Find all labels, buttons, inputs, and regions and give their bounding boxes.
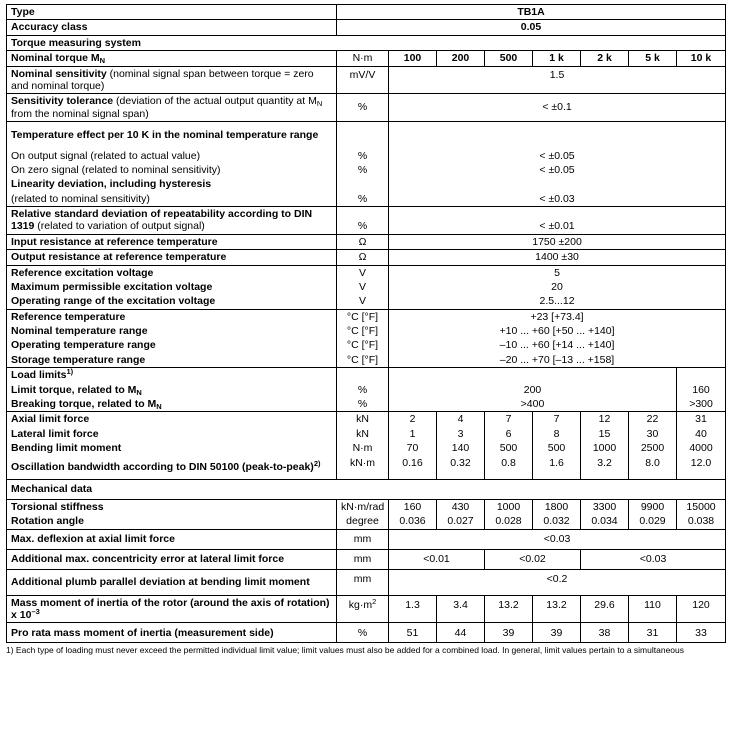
table-row-ref-excitation [7, 265, 726, 280]
mass-moment-value-0: 1.3 [389, 595, 437, 623]
torsional-stiffness-value-1: 430 [437, 499, 485, 514]
table-row-on-output-signal [7, 149, 726, 163]
limit-torque-value: 200 [389, 383, 677, 397]
table-row-concentricity [7, 549, 726, 569]
table-row-storage-temp-range [7, 353, 726, 368]
repeatability-value: < ±0.01 [389, 207, 726, 235]
type-label: Type [7, 5, 337, 20]
oscillation-bandwidth-value-6: 12.0 [677, 455, 726, 479]
bending-limit-moment-value-4: 1000 [581, 441, 629, 455]
sensitivity-tolerance-unit: % [337, 94, 389, 122]
input-resistance-label: Input resistance at reference temperature [7, 234, 337, 249]
torsional-stiffness-value-2: 1000 [485, 499, 533, 514]
lateral-limit-force-value-2: 6 [485, 427, 533, 441]
concentricity-value-2: <0.03 [581, 549, 726, 569]
table-row-repeatability [7, 207, 726, 235]
pro-rata-value-6: 33 [677, 623, 726, 643]
oscillation-bandwidth-value-3: 1.6 [533, 455, 581, 479]
operating-temp-range-value: –10 ... +60 [+14 ... +140] [389, 338, 726, 352]
on-zero-signal-unit: % [337, 163, 389, 177]
breaking-torque-label [7, 397, 337, 412]
breaking-torque-label-sub: N [156, 401, 162, 411]
pro-rata-value-3: 39 [533, 623, 581, 643]
sensitivity-tolerance-value: < ±0.1 [389, 94, 726, 122]
axial-limit-force-value-2: 7 [485, 412, 533, 427]
lateral-limit-force-value-1: 3 [437, 427, 485, 441]
linearity-related-value: < ±0.03 [389, 192, 726, 207]
rotation-angle-value-4: 0.034 [581, 514, 629, 529]
ref-excitation-label: Reference excitation voltage [7, 265, 337, 280]
max-excitation-label: Maximum permissible excitation voltage [7, 280, 337, 294]
nominal-torque-value-4: 2 k [581, 51, 629, 66]
max-deflexion-label: Max. deflexion at axial limit force [7, 529, 337, 549]
limit-torque-label-sub: N [136, 387, 142, 397]
mass-moment-unit [337, 595, 389, 623]
table-row-nominal-sensitivity [7, 66, 726, 94]
bending-limit-moment-label: Bending limit moment [7, 441, 337, 455]
table-row-operating-temp-range [7, 338, 726, 352]
repeatability-unit: % [337, 207, 389, 235]
sensitivity-tolerance-label: Sensitivity tolerance (deviation of the actual output quantity at $M_N$ from the nominal signal span) [7, 94, 337, 122]
table-section-mechanical [7, 479, 726, 499]
table-row-max-deflexion [7, 529, 726, 549]
axial-limit-force-value-5: 22 [629, 412, 677, 427]
torsional-stiffness-unit: kN·m/rad [337, 499, 389, 514]
nominal-torque-value-0: 100 [389, 51, 437, 66]
ref-temperature-unit: °C [°F] [337, 309, 389, 324]
torsional-stiffness-value-4: 3300 [581, 499, 629, 514]
rotation-angle-label: Rotation angle [7, 514, 337, 529]
operating-temp-range-label: Operating temperature range [7, 338, 337, 352]
output-resistance-label: Output resistance at reference temperature [7, 250, 337, 265]
oscillation-bandwidth-value-1: 0.32 [437, 455, 485, 479]
pro-rata-value-0: 51 [389, 623, 437, 643]
axial-limit-force-value-6: 31 [677, 412, 726, 427]
torsional-stiffness-value-0: 160 [389, 499, 437, 514]
accuracy-value: 0.05 [337, 20, 726, 35]
nominal-torque-value-5: 5 k [629, 51, 677, 66]
table-row-plumb-parallel [7, 569, 726, 595]
oscillation-bandwidth-label-text: Oscillation bandwidth according to DIN 50100 (peak-to-peak) [11, 460, 314, 473]
nominal-torque-value-1: 200 [437, 51, 485, 66]
plumb-parallel-value: <0.2 [389, 569, 726, 595]
concentricity-unit: mm [337, 549, 389, 569]
load-limits-label-sup: 1) [66, 367, 74, 377]
nominal-sensitivity-value: 1.5 [389, 66, 726, 94]
pro-rata-value-2: 39 [485, 623, 533, 643]
on-zero-signal-value: < ±0.05 [389, 163, 726, 177]
storage-temp-range-label: Storage temperature range [7, 353, 337, 368]
input-resistance-value: 1750 ±200 [389, 234, 726, 249]
nominal-torque-label [7, 51, 337, 66]
storage-temp-range-unit: °C [°F] [337, 353, 389, 368]
table-row-ref-temperature [7, 309, 726, 324]
mass-moment-value-5: 110 [629, 595, 677, 623]
table-row-oscillation-bandwidth [7, 455, 726, 479]
bending-limit-moment-value-1: 140 [437, 441, 485, 455]
limit-torque-unit: % [337, 383, 389, 397]
nominal-torque-unit: N·m [337, 51, 389, 66]
nominal-torque-value-2: 500 [485, 51, 533, 66]
max-deflexion-unit: mm [337, 529, 389, 549]
linearity-related-label: (related to nominal sensitivity) [7, 192, 337, 207]
output-resistance-unit: Ω [337, 250, 389, 265]
concentricity-label: Additional max. concentricity error at lateral limit force [7, 549, 337, 569]
repeatability-label: Relative standard deviation of repeatability according to DIN 1319 (related to variation of output signal) [7, 207, 337, 235]
axial-limit-force-value-1: 4 [437, 412, 485, 427]
breaking-torque-label-text: Breaking torque, related to M [11, 397, 157, 410]
lateral-limit-force-unit: kN [337, 427, 389, 441]
pro-rata-value-4: 38 [581, 623, 629, 643]
table-row-sensitivity-tolerance [7, 94, 726, 122]
operating-range-unit: V [337, 294, 389, 309]
axial-limit-force-label: Axial limit force [7, 412, 337, 427]
storage-temp-range-value: –20 ... +70 [–13 ... +158] [389, 353, 726, 368]
output-resistance-value: 1400 ±30 [389, 250, 726, 265]
nominal-torque-value-3: 1 k [533, 51, 581, 66]
footnote: 1) Each type of loading must never exceed the permitted individual limit value; limit values must also be added for a combined load. In general, limit values pertain to a simultaneous [6, 645, 685, 656]
mass-moment-label [7, 595, 337, 623]
nominal-sensitivity-unit: mV/V [337, 66, 389, 94]
table-row-output-resistance [7, 250, 726, 265]
rotation-angle-value-2: 0.028 [485, 514, 533, 529]
type-value: TB1A [337, 5, 726, 20]
bending-limit-moment-value-2: 500 [485, 441, 533, 455]
mass-moment-value-4: 29.6 [581, 595, 629, 623]
operating-temp-range-unit: °C [°F] [337, 338, 389, 352]
oscillation-bandwidth-unit: kN·m [337, 455, 389, 479]
oscillation-bandwidth-label-sup: 2) [313, 458, 321, 468]
torsional-stiffness-value-3: 1800 [533, 499, 581, 514]
nominal-temp-range-unit: °C [°F] [337, 324, 389, 338]
table-row-temp-effect [7, 122, 726, 149]
concentricity-value-1: <0.02 [485, 549, 581, 569]
bending-limit-moment-value-5: 2500 [629, 441, 677, 455]
mass-moment-value-2: 13.2 [485, 595, 533, 623]
torsional-stiffness-value-5: 9900 [629, 499, 677, 514]
accuracy-label: Accuracy class [7, 20, 337, 35]
table-row-on-zero-signal [7, 163, 726, 177]
rotation-angle-value-6: 0.038 [677, 514, 726, 529]
oscillation-bandwidth-value-4: 3.2 [581, 455, 629, 479]
torsional-stiffness-label: Torsional stiffness [7, 499, 337, 514]
table-row-axial-limit-force [7, 412, 726, 427]
bending-limit-moment-value-6: 4000 [677, 441, 726, 455]
load-limits-label-text: Load limits [11, 369, 67, 382]
table-row-lateral-limit-force [7, 427, 726, 441]
table-row-linearity-related [7, 192, 726, 207]
table-row-torsional-stiffness [7, 499, 726, 514]
operating-range-label: Operating range of the excitation voltage [7, 294, 337, 309]
ref-excitation-unit: V [337, 265, 389, 280]
bending-limit-moment-value-0: 70 [389, 441, 437, 455]
lateral-limit-force-value-0: 1 [389, 427, 437, 441]
load-limits-blank [389, 368, 677, 383]
table-row-nominal-torque [7, 51, 726, 66]
ref-temperature-value: +23 [+73.4] [389, 309, 726, 324]
nominal-sensitivity-label: Nominal sensitivity (nominal signal span between torque = zero and nominal torque) [7, 66, 337, 94]
bending-limit-moment-value-3: 500 [533, 441, 581, 455]
plumb-parallel-label: Additional plumb parallel deviation at bending limit moment [7, 569, 337, 595]
on-output-signal-value: < ±0.05 [389, 149, 726, 163]
load-limits-label [7, 368, 337, 383]
on-output-signal-unit: % [337, 149, 389, 163]
section-label-torque: Torque measuring system [7, 35, 726, 50]
oscillation-bandwidth-value-5: 8.0 [629, 455, 677, 479]
axial-limit-force-value-3: 7 [533, 412, 581, 427]
linearity-unit [337, 177, 389, 191]
ref-temperature-label: Reference temperature [7, 309, 337, 324]
max-deflexion-value: <0.03 [389, 529, 726, 549]
max-excitation-value: 20 [389, 280, 726, 294]
table-row-linearity [7, 177, 726, 191]
axial-limit-force-unit: kN [337, 412, 389, 427]
pro-rata-label: Pro rata mass moment of inertia (measurement side) [7, 623, 337, 643]
temp-effect-value [389, 122, 726, 149]
breaking-torque-value-last: >300 [677, 397, 726, 412]
axial-limit-force-value-0: 2 [389, 412, 437, 427]
mass-moment-value-3: 13.2 [533, 595, 581, 623]
table-row-type [7, 5, 726, 20]
rotation-angle-value-5: 0.029 [629, 514, 677, 529]
limit-torque-value-last: 160 [677, 383, 726, 397]
oscillation-bandwidth-value-0: 0.16 [389, 455, 437, 479]
rotation-angle-unit: degree [337, 514, 389, 529]
mass-moment-unit-sup: 2 [372, 596, 377, 606]
lateral-limit-force-value-5: 30 [629, 427, 677, 441]
table-row-operating-range [7, 294, 726, 309]
table-row-nominal-temp-range [7, 324, 726, 338]
nominal-temp-range-label: Nominal temperature range [7, 324, 337, 338]
table-row-accuracy [7, 20, 726, 35]
nominal-torque-label-sub: N [99, 56, 106, 66]
nominal-torque-label-text: Nominal torque M [11, 52, 100, 65]
on-output-signal-label: On output signal (related to actual value) [7, 149, 337, 163]
table-row-bending-limit-moment [7, 441, 726, 455]
section-label-mechanical: Mechanical data [7, 479, 726, 499]
oscillation-bandwidth-label [7, 455, 337, 479]
mass-moment-label-text: Mass moment of inertia of the rotor (around the axis of rotation) x 10 [11, 596, 330, 621]
mass-moment-unit-text: kg·m [348, 598, 373, 611]
rotation-angle-value-3: 0.032 [533, 514, 581, 529]
pro-rata-value-5: 31 [629, 623, 677, 643]
rotation-angle-value-1: 0.027 [437, 514, 485, 529]
mass-moment-value-1: 3.4 [437, 595, 485, 623]
temp-effect-unit [337, 122, 389, 149]
max-excitation-unit: V [337, 280, 389, 294]
input-resistance-unit: Ω [337, 234, 389, 249]
nominal-torque-value-6: 10 k [677, 51, 726, 66]
concentricity-value-0: <0.01 [389, 549, 485, 569]
lateral-limit-force-label: Lateral limit force [7, 427, 337, 441]
table-row-rotation-angle [7, 514, 726, 529]
table-section-torque [7, 35, 726, 50]
on-zero-signal-label: On zero signal (related to nominal sensitivity) [7, 163, 337, 177]
lateral-limit-force-value-6: 40 [677, 427, 726, 441]
bending-limit-moment-unit: N·m [337, 441, 389, 455]
torsional-stiffness-value-6: 15000 [677, 499, 726, 514]
table-row-load-limits [7, 368, 726, 383]
linearity-label: Linearity deviation, including hysteresis [7, 177, 337, 191]
operating-range-value: 2.5...12 [389, 294, 726, 309]
lateral-limit-force-value-3: 8 [533, 427, 581, 441]
table-row-mass-moment [7, 595, 726, 623]
mass-moment-value-6: 120 [677, 595, 726, 623]
lateral-limit-force-value-4: 15 [581, 427, 629, 441]
plumb-parallel-unit: mm [337, 569, 389, 595]
pro-rata-unit: % [337, 623, 389, 643]
table-row-limit-torque [7, 383, 726, 397]
rotation-angle-value-0: 0.036 [389, 514, 437, 529]
load-limits-blank-last [677, 368, 726, 383]
load-limits-unit [337, 368, 389, 383]
specification-table [6, 4, 726, 643]
oscillation-bandwidth-value-2: 0.8 [485, 455, 533, 479]
table-row-breaking-torque [7, 397, 726, 412]
table-row-input-resistance [7, 234, 726, 249]
breaking-torque-unit: % [337, 397, 389, 412]
linearity-related-unit: % [337, 192, 389, 207]
axial-limit-force-value-4: 12 [581, 412, 629, 427]
ref-excitation-value: 5 [389, 265, 726, 280]
mass-moment-label-sup: –3 [31, 607, 40, 616]
pro-rata-value-1: 44 [437, 623, 485, 643]
limit-torque-label-text: Limit torque, related to M [11, 383, 137, 396]
breaking-torque-value: >400 [389, 397, 677, 412]
nominal-temp-range-value: +10 ... +60 [+50 ... +140] [389, 324, 726, 338]
temp-effect-label: Temperature effect per 10 K in the nominal temperature range [7, 122, 337, 149]
table-row-pro-rata [7, 623, 726, 643]
linearity-value [389, 177, 726, 191]
limit-torque-label [7, 383, 337, 397]
table-row-max-excitation [7, 280, 726, 294]
